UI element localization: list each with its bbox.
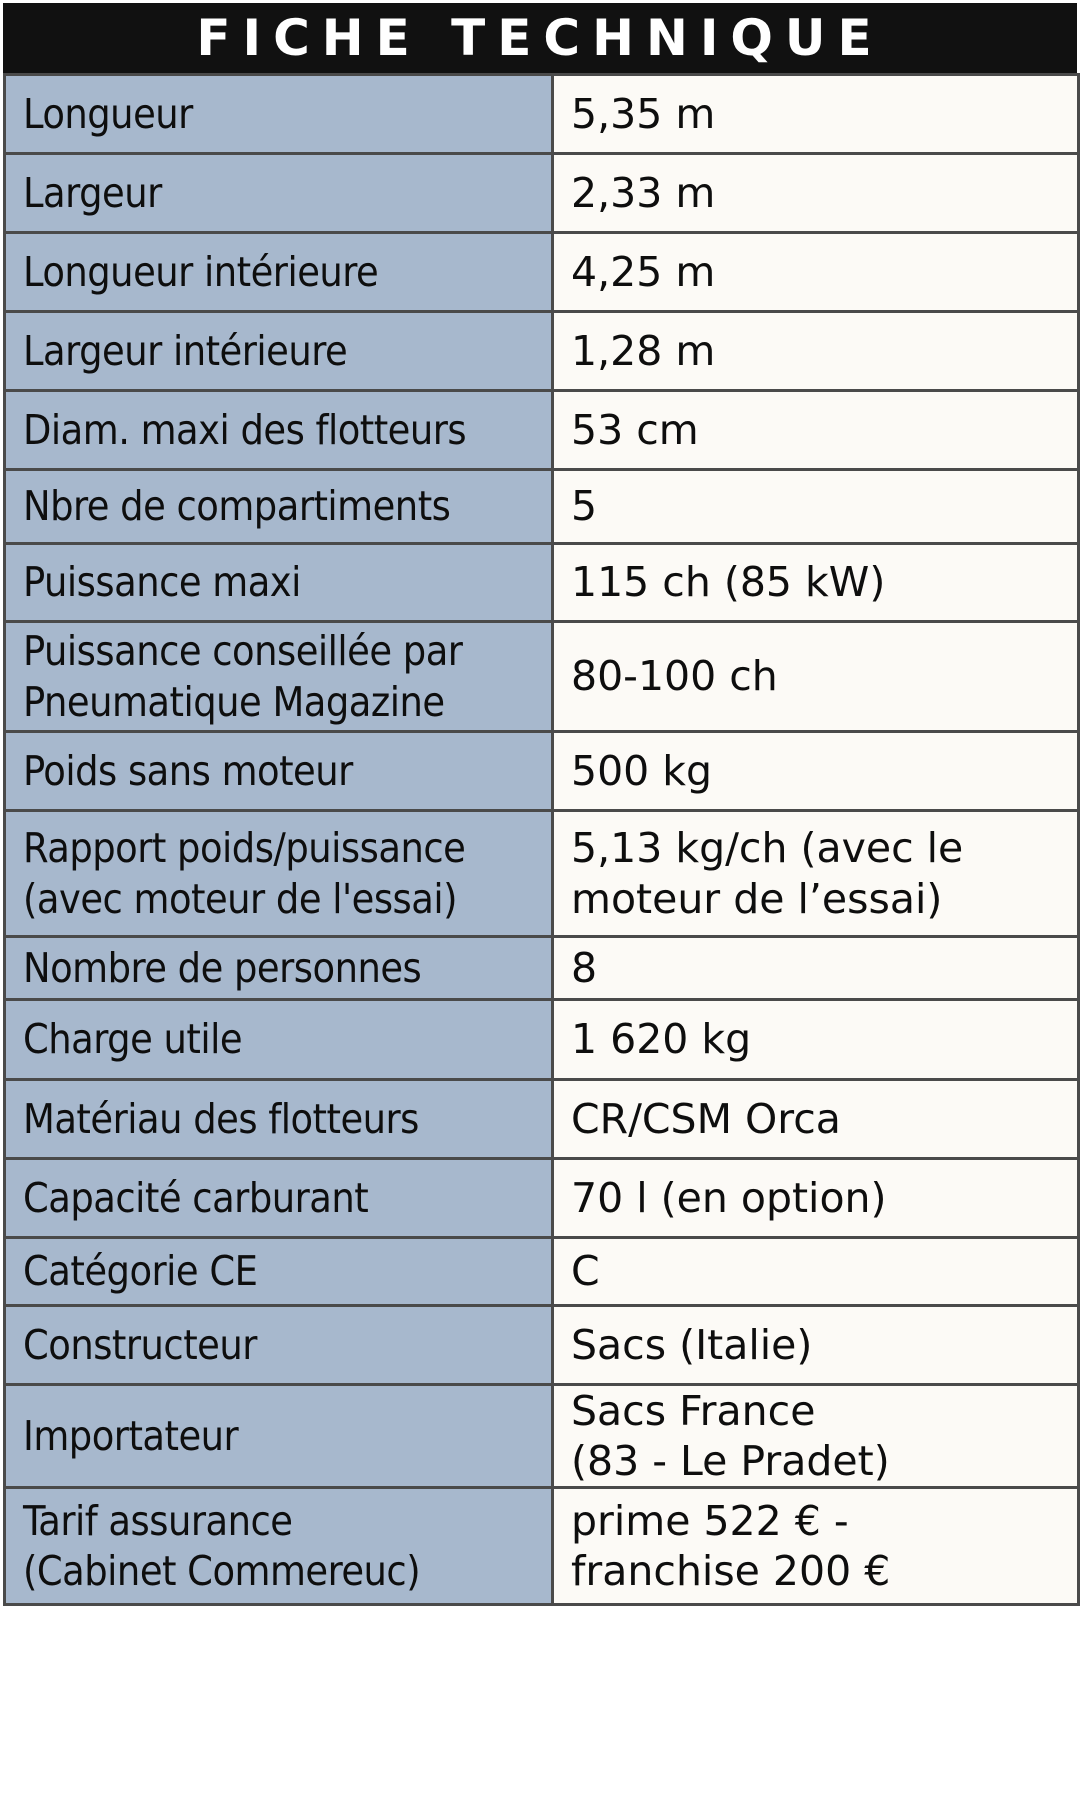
row-label-cell: [5, 1306, 553, 1385]
row-label-cell: [5, 1000, 553, 1080]
row-value-cell: [553, 544, 1079, 622]
row-label: Constructeur: [23, 1320, 257, 1369]
row-label: Poids sans moteur: [23, 746, 353, 795]
row-value-cell: [553, 233, 1079, 312]
row-value: 1 620 kg: [571, 1015, 752, 1064]
table-row: [5, 1000, 1079, 1080]
row-label: Largeur: [23, 168, 162, 217]
row-label-cell: [5, 1385, 553, 1488]
row-label-cell: [5, 154, 553, 233]
row-value-cell: [553, 470, 1079, 544]
row-label-cell: [5, 544, 553, 622]
row-label-cell: [5, 1080, 553, 1159]
row-value: 2,33 m: [571, 168, 716, 217]
row-value: C: [571, 1247, 600, 1296]
row-value-cell: [553, 1159, 1079, 1238]
row-label: Tarif assurance (Cabinet Commereuc): [23, 1497, 421, 1596]
table-row: [5, 1080, 1079, 1159]
row-value: 70 l (en option): [571, 1173, 887, 1222]
table-row: [5, 1385, 1079, 1488]
row-label-cell: [5, 1488, 553, 1605]
row-label-cell: [5, 1159, 553, 1238]
row-label-cell: [5, 75, 553, 154]
row-value: 5,13 kg/ch (avec le moteur de l’essai): [571, 824, 964, 923]
row-label-cell: [5, 470, 553, 544]
table-row: [5, 1306, 1079, 1385]
row-label-cell: [5, 1238, 553, 1306]
row-label: Matériau des flotteurs: [23, 1094, 419, 1143]
row-value: 53 cm: [571, 405, 699, 454]
table-row: [5, 75, 1079, 154]
spec-table: [3, 73, 1080, 1606]
row-value-cell: [553, 732, 1079, 811]
table-row: [5, 470, 1079, 544]
table-row: [5, 544, 1079, 622]
row-value: 5,35 m: [571, 89, 716, 138]
table-row: [5, 233, 1079, 312]
row-label: Largeur intérieure: [23, 326, 348, 375]
row-value-cell: [553, 75, 1079, 154]
row-label: Diam. maxi des flotteurs: [23, 405, 467, 454]
row-label-cell: [5, 391, 553, 470]
row-value-cell: [553, 391, 1079, 470]
row-label: Importateur: [23, 1412, 239, 1460]
row-value-cell: [553, 1080, 1079, 1159]
row-value: 4,25 m: [571, 247, 716, 296]
table-row: [5, 622, 1079, 732]
table-row: [5, 937, 1079, 1000]
table-row: [5, 1159, 1079, 1238]
row-value-cell: [553, 1306, 1079, 1385]
row-label: Longueur intérieure: [23, 247, 379, 296]
row-label-cell: [5, 937, 553, 1000]
table-row: [5, 312, 1079, 391]
sheet-title-bar: [3, 3, 1077, 73]
row-label: Nbre de compartiments: [23, 482, 451, 531]
table-row: [5, 1238, 1079, 1306]
row-value-cell: [553, 937, 1079, 1000]
row-value: 5: [571, 482, 598, 531]
row-value-cell: [553, 1488, 1079, 1605]
row-label: Nombre de personnes: [23, 943, 422, 992]
row-value: 80-100 ch: [571, 652, 778, 701]
table-row: [5, 391, 1079, 470]
row-label: Longueur: [23, 89, 193, 138]
row-value-cell: [553, 1000, 1079, 1080]
row-value-cell: [553, 1385, 1079, 1488]
sheet-title: FICHE TECHNIQUE: [196, 9, 884, 67]
row-label: Rapport poids/puissance (avec moteur de l'essai): [23, 824, 466, 923]
row-value: 8: [571, 943, 598, 992]
row-label: Puissance maxi: [23, 558, 301, 607]
row-value: 115 ch (85 kW): [571, 558, 886, 607]
row-label-cell: [5, 312, 553, 391]
row-value: prime 522 € - franchise 200 €: [571, 1497, 891, 1596]
row-value: Sacs France (83 - Le Pradet): [571, 1387, 890, 1486]
row-value-cell: [553, 312, 1079, 391]
row-label-cell: [5, 732, 553, 811]
row-value-cell: [553, 622, 1079, 732]
row-label: Catégorie CE: [23, 1247, 258, 1296]
row-label: Charge utile: [23, 1015, 243, 1064]
row-label: Puissance conseillée par Pneumatique Magazine: [23, 627, 463, 726]
row-value: 1,28 m: [571, 326, 716, 375]
row-value-cell: [553, 811, 1079, 937]
row-value: CR/CSM Orca: [571, 1094, 841, 1143]
row-value: 500 kg: [571, 746, 713, 795]
row-value: Sacs (Italie): [571, 1320, 813, 1369]
row-value-cell: [553, 154, 1079, 233]
row-value-cell: [553, 1238, 1079, 1306]
table-row: [5, 154, 1079, 233]
row-label-cell: [5, 233, 553, 312]
row-label-cell: [5, 622, 553, 732]
table-row: [5, 1488, 1079, 1605]
row-label: Capacité carburant: [23, 1173, 369, 1222]
row-label-cell: [5, 811, 553, 937]
table-row: [5, 732, 1079, 811]
table-row: [5, 811, 1079, 937]
